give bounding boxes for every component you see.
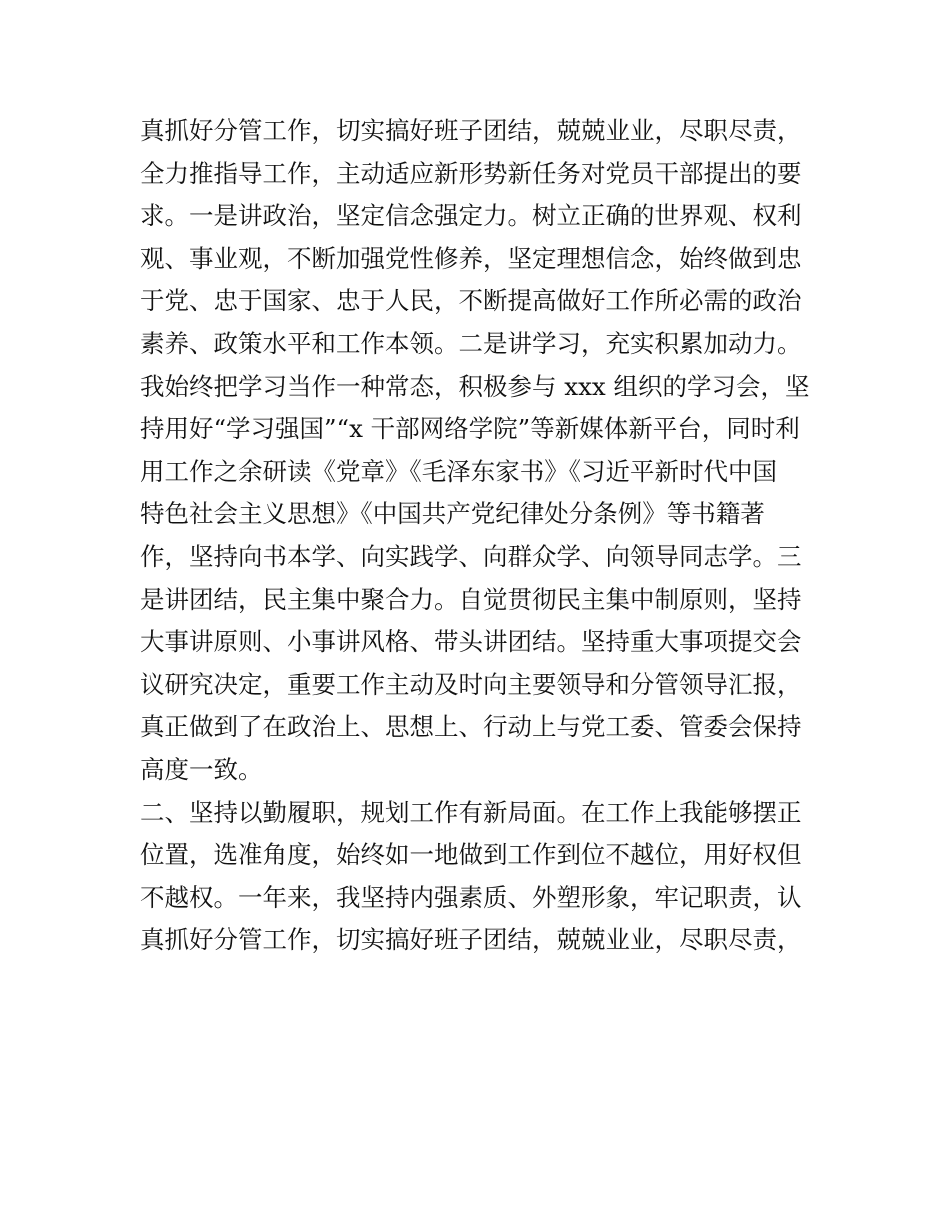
text-line: 观、事业观，不断加强党性修养，坚定理想信念，始终做到忠 [140, 243, 802, 273]
text-line: 位置，选准角度，始终如一地做到工作到位不越位，用好权但 [140, 840, 802, 870]
text-line: 作，坚持向书本学、向实践学、向群众学、向领导同志学。三 [140, 541, 802, 571]
text-line: 我始终把学习当作一种常态，积极参与 xxx 组织的学习会，坚 [140, 371, 810, 401]
text-line: 特色社会主义思想》《中国共产党纪律处分条例》等书籍著 [140, 499, 765, 529]
text-line: 持用好“学习强国”“x 干部网络学院”等新媒体新平台，同时利 [140, 414, 800, 444]
text-line: 议研究决定，重要工作主动及时向主要领导和分管领导汇报， [140, 669, 802, 699]
text-line: 真抓好分管工作，切实搞好班子团结，兢兢业业，尽职尽责， [140, 925, 802, 955]
text-line: 全力推指导工作，主动适应新形势新任务对党员干部提出的要 [140, 158, 802, 188]
document-body [140, 110, 820, 962]
text-line: 真抓好分管工作，切实搞好班子团结，兢兢业业，尽职尽责， [140, 116, 802, 145]
text-line: 用工作之余研读《党章》《毛泽东家书》《习近平新时代中国 [140, 456, 777, 486]
text-line: 真正做到了在政治上、思想上、行动上与党工委、管委会保持 [140, 712, 802, 742]
text-line: 是讲团结，民主集中聚合力。自觉贯彻民主集中制原则，坚持 [140, 584, 802, 614]
text-line: 二、坚持以勤履职，规划工作有新局面。在工作上我能够摆正 [140, 797, 802, 827]
text-line: 高度一致。 [140, 754, 263, 784]
text-line: 不越权。一年来，我坚持内强素质、外塑形象，牢记职责，认 [140, 882, 802, 912]
text-line: 于党、忠于国家、忠于人民，不断提高做好工作所必需的政治 [140, 286, 802, 316]
text-line: 求。一是讲政治，坚定信念强定力。树立正确的世界观、权利 [140, 201, 802, 231]
text-line: 大事讲原则、小事讲风格、带头讲团结。坚持重大事项提交会 [140, 627, 802, 657]
text-line: 素养、政策水平和工作本领。二是讲学习，充实积累加动力。 [140, 328, 802, 358]
